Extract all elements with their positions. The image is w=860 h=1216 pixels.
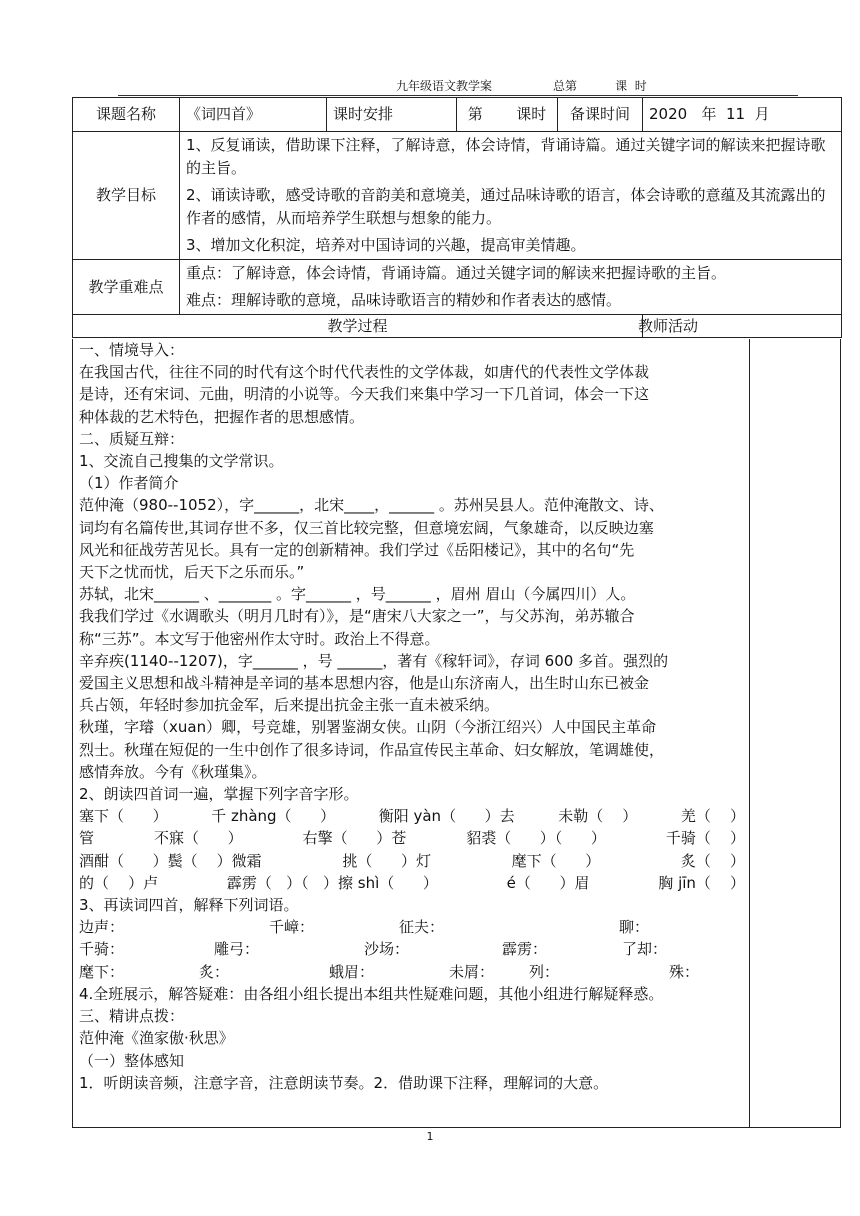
body-line: 称“三苏”。本文写于他密州作太守时。政治上不得意。	[79, 629, 440, 648]
body-line: （1）作者简介	[79, 474, 179, 493]
goal-item: 1、反复诵读，借助课下注释，了解诗意，体会诗情，背诵诗篇。通过关键字词的解读来把握诗歌的主旨。	[186, 136, 826, 177]
key-point: 重点：了解诗意，体会诗情，背诵诗篇。通过关键字词的解读来把握诗歌的主旨。	[186, 264, 727, 282]
body-line: 是诗，还有宋词、元曲，明清的小说等。今天我们来集中学习一下几首词，体会一下这	[79, 385, 650, 404]
body-line: 苏轼，北宋______ 、_______ 。字______ ，号______ ，眉州 眉山（今属四川）人。	[79, 585, 636, 604]
pinyin-row: 的（ ）卢 霹雳（ ）（ ）擦 shì（ ） é（ ）眉 胸 jīn（ ）	[79, 873, 745, 892]
goals-label: 教学目标	[73, 132, 180, 260]
body-line: 烈士。秋瑾在短促的一生中创作了很多诗词，作品宣传民主革命、妇女解放，笔调雄使，	[79, 740, 665, 759]
body-line: 一、情境导入：	[79, 341, 185, 359]
goal-item: 3、增加文化积淀，培养对中国诗词的兴趣，提高审美情趣。	[186, 236, 586, 254]
page-header: 九年级语文教学案 总第 课 时	[396, 79, 647, 93]
task-3: 3、再读词四首，解释下列词语。	[79, 896, 299, 915]
body-line: 1、交流自己搜集的文学常识。	[79, 452, 284, 471]
pinyin-row: 酒酣（ ）鬓（ ）微霜 挑（ ）灯 麾下（ ） 炙（ ）	[79, 851, 745, 870]
vocab-row: 边声： 千嶂： 征夫： 聊：	[79, 918, 650, 937]
body-line: 辛弃疾(1140--1207)，字______ ，号 ______，著有《稼轩词》，存词 600 多首。强烈的	[79, 651, 669, 670]
page-number: 1	[426, 1130, 434, 1143]
body-line: 爱国主义思想和战斗精神是辛词的基本思想内容，他是山东济南人，出生时山东已被金	[79, 674, 650, 693]
period-b: 课时	[516, 105, 547, 123]
body-line: 范仲淹（980--1052），字______，北宋____，______ 。苏州吴县人。范仲淹散文、诗、	[79, 496, 664, 515]
body-line: 天下之忧而忧，后天下之乐而乐。”	[79, 563, 305, 582]
body-line: 我我们学过《水调歌头（明月几时有）》，是“唐宋八大家之一”，与父苏洵，弟苏辙合	[79, 607, 635, 626]
pinyin-row: 塞下（ ） 千 zhàng（ ） 衡阳 yàn（ ）去 未勒（ ） 羌（ ）	[79, 807, 745, 826]
body-line: 感情奔放。今有《秋瑾集》。	[79, 762, 267, 781]
body-line: 风光和征战劳苦见长。具有一定的创新精神。我们学过《岳阳楼记》，其中的名句“先	[79, 540, 635, 559]
column-divider	[749, 339, 750, 1127]
body-line: 种体裁的艺术特色，把握作者的思想感情。	[79, 407, 365, 426]
teacher-label: 教师活动	[638, 317, 699, 335]
body-line: （一）整体感知	[79, 1051, 185, 1070]
body-line: 词均有名篇传世,其词存世不多，仅三首比较完整，但意境宏阔，气象雄奇，以反映边塞	[79, 518, 654, 537]
goals-cell	[180, 132, 842, 260]
period-a: 第	[467, 105, 483, 123]
body-line: 在我国古代，往往不同的时代有这个时代代表性的文学体裁，如唐代的代表性文学体裁	[79, 363, 650, 382]
title-value: 《词四首》	[180, 98, 327, 132]
body-line: 二、质疑互辩：	[79, 429, 185, 448]
key-point: 难点：理解诗歌的意境，品味诗歌语言的精妙和作者表达的感情。	[186, 291, 622, 309]
key-cell	[180, 260, 842, 315]
process-body	[72, 339, 841, 1128]
body-line: 范仲淹《渔家傲·秋思》	[79, 1029, 234, 1048]
header-rule	[118, 95, 798, 96]
period-cell	[457, 98, 558, 132]
body-line: 1．听朗读音频，注意字音，注意朗读节奏。2．借助课下注释，理解词的大意。	[79, 1073, 609, 1092]
body-line: 三、精讲点拨：	[79, 1007, 185, 1026]
title-label: 课题名称	[73, 98, 180, 132]
vocab-row: 麾下： 炙： 蛾眉： 未屑： 列： 殊：	[79, 962, 700, 981]
teacher-cell	[638, 315, 842, 338]
prep-label: 备课时间	[558, 98, 643, 132]
vocab-row: 千骑： 雕弓： 沙场： 霹雳： 了却：	[79, 940, 668, 959]
process-content	[79, 339, 745, 1094]
key-label: 教学重难点	[73, 260, 180, 315]
pinyin-row: 管 不寐（ ） 右擎（ ）苍 貂裘（ ）（ ） 千骑（ ）	[79, 829, 745, 848]
prep-value: 2020 年 11 月	[643, 98, 842, 132]
process-label: 教学过程	[73, 315, 643, 338]
schedule-label: 课时安排	[327, 98, 457, 132]
lesson-meta-table	[72, 97, 842, 338]
body-line: 2、朗读四首词一遍，掌握下列字音字形。	[79, 785, 359, 804]
body-line: 秋瑾，字璿（xuan）卿，号竞雄，别署鉴湖女侠。山阴（今浙江绍兴）人中国民主革命	[79, 718, 657, 737]
goal-item: 2、诵读诗歌，感受诗歌的音韵美和意境美，通过品味诗歌的语言，体会诗歌的意蕴及其流露出的作者的感情，从而培养学生联想与想象的能力。	[186, 186, 826, 227]
body-line: 4.全班展示，解答疑难：由各组小组长提出本组共性疑难问题，其他小组进行解疑释惑。	[79, 984, 664, 1003]
body-line: 兵占领，年轻时参加抗金军，后来提出抗金主张一直未被采纳。	[79, 696, 500, 715]
